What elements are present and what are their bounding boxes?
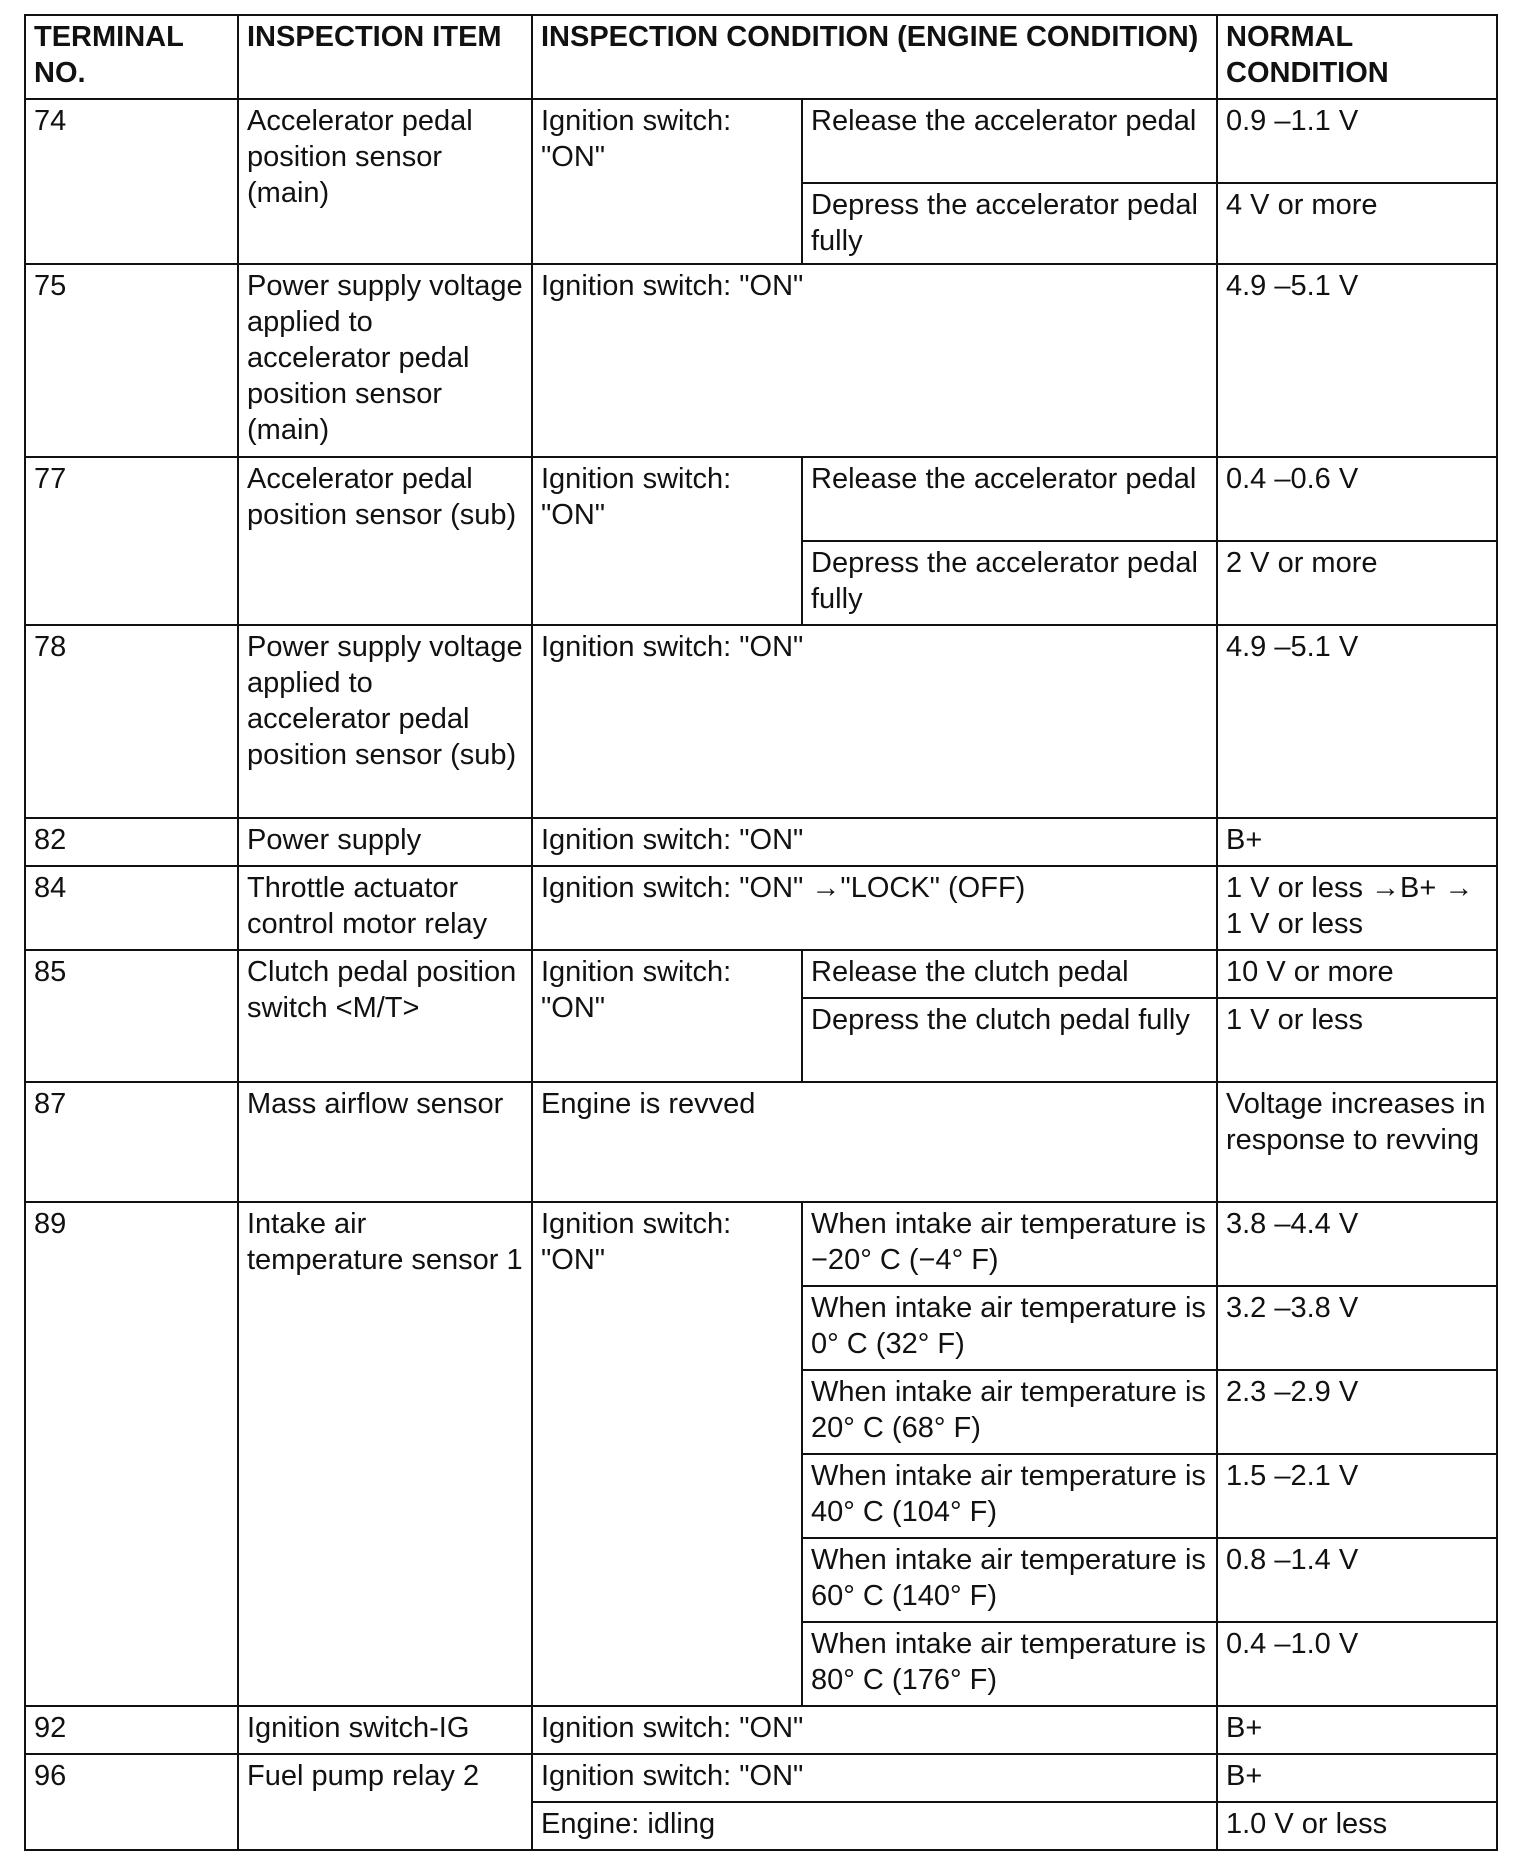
table-row [25,264,1497,457]
sub-condition-cell: When intake air temperature is −20° C (−4° F) [802,1202,1217,1286]
sub-condition-cell: Depress the clutch pedal fully [802,998,1217,1082]
terminal-cell: 92 [25,1706,238,1754]
normal-cell: 0.8 –1.4 V [1217,1538,1497,1622]
sub-condition-cell: When intake air temperature is 20° C (68° F) [802,1370,1217,1454]
normal-cell: B+ [1217,818,1497,866]
sub-condition-cell: Release the accelerator pedal [802,457,1217,541]
condition-cell: Engine: idling [532,1802,1217,1850]
terminal-cell: 82 [25,818,238,866]
item-cell: Power supply voltage applied to accelerator pedal position sensor (main) [238,264,532,457]
sub-condition-cell: When intake air temperature is 60° C (140° F) [802,1538,1217,1622]
condition-cell: Engine is revved [532,1082,1217,1202]
terminal-cell: 77 [25,457,238,625]
condition-cell: Ignition switch: "ON" [532,1202,802,1706]
header-normal-condition: NORMAL CONDITION [1217,15,1497,99]
normal-cell: 1 V or less →B+ → 1 V or less [1217,866,1497,950]
normal-cell: 4.9 –5.1 V [1217,264,1497,457]
normal-cell: 2.3 –2.9 V [1217,1370,1497,1454]
condition-cell: Ignition switch: "ON" [532,625,1217,818]
sub-condition-cell: Depress the accelerator pedal fully [802,541,1217,625]
terminal-cell: 75 [25,264,238,457]
item-cell: Fuel pump relay 2 [238,1754,532,1850]
normal-cell: B+ [1217,1706,1497,1754]
table-row [25,1082,1497,1202]
terminal-cell: 84 [25,866,238,950]
table-row [25,457,1497,541]
sub-condition-cell: Release the clutch pedal [802,950,1217,998]
table-row [25,818,1497,866]
sub-condition-cell: When intake air temperature is 0° C (32° F) [802,1286,1217,1370]
normal-cell: 1.5 –2.1 V [1217,1454,1497,1538]
header-inspection-condition: INSPECTION CONDITION (ENGINE CONDITION) [532,15,1217,99]
normal-cell: B+ [1217,1754,1497,1802]
terminal-cell: 78 [25,625,238,818]
header-inspection-item: INSPECTION ITEM [238,15,532,99]
item-cell: Mass airflow sensor [238,1082,532,1202]
normal-cell: 1.0 V or less [1217,1802,1497,1850]
condition-cell: Ignition switch: "ON" [532,1754,1217,1802]
condition-cell: Ignition switch: "ON" [532,264,1217,457]
sub-condition-cell: Depress the accelerator pedal fully [802,183,1217,264]
sub-condition-cell: Release the accelerator pedal [802,99,1217,183]
normal-cell: 3.8 –4.4 V [1217,1202,1497,1286]
normal-cell: 3.2 –3.8 V [1217,1286,1497,1370]
item-cell: Intake air temperature sensor 1 [238,1202,532,1706]
sub-condition-cell: When intake air temperature is 40° C (104° F) [802,1454,1217,1538]
table-row [25,866,1497,950]
normal-cell: 4 V or more [1217,183,1497,264]
normal-cell: 4.9 –5.1 V [1217,625,1497,818]
normal-cell: 2 V or more [1217,541,1497,625]
item-cell: Power supply [238,818,532,866]
sub-condition-cell: When intake air temperature is 80° C (176° F) [802,1622,1217,1706]
normal-cell: 0.4 –1.0 V [1217,1622,1497,1706]
item-cell: Power supply voltage applied to accelerator pedal position sensor (sub) [238,625,532,818]
normal-cell: 1 V or less [1217,998,1497,1082]
terminal-cell: 96 [25,1754,238,1850]
table-row [25,625,1497,818]
normal-cell: 0.9 –1.1 V [1217,99,1497,183]
table-row [25,1706,1497,1754]
condition-cell: Ignition switch: "ON" [532,457,802,625]
terminal-cell: 87 [25,1082,238,1202]
item-cell: Accelerator pedal position sensor (sub) [238,457,532,625]
item-cell: Accelerator pedal position sensor (main) [238,99,532,264]
condition-cell: Ignition switch: "ON" [532,818,1217,866]
item-cell: Clutch pedal position switch <M/T> [238,950,532,1082]
condition-cell: Ignition switch: "ON" →"LOCK" (OFF) [532,866,1217,950]
header-row [25,15,1497,99]
table-row [25,99,1497,183]
terminal-inspection-table [24,14,1498,1851]
condition-cell: Ignition switch: "ON" [532,1706,1217,1754]
table-row [25,950,1497,998]
table-row [25,1754,1497,1802]
normal-cell: Voltage increases in response to revving [1217,1082,1497,1202]
condition-cell: Ignition switch: "ON" [532,950,802,1082]
terminal-cell: 74 [25,99,238,264]
item-cell: Ignition switch-IG [238,1706,532,1754]
terminal-cell: 89 [25,1202,238,1706]
condition-cell: Ignition switch: "ON" [532,99,802,264]
normal-cell: 0.4 –0.6 V [1217,457,1497,541]
table-row [25,1202,1497,1286]
header-terminal: TERMINAL NO. [25,15,238,99]
normal-cell: 10 V or more [1217,950,1497,998]
terminal-cell: 85 [25,950,238,1082]
item-cell: Throttle actuator control motor relay [238,866,532,950]
